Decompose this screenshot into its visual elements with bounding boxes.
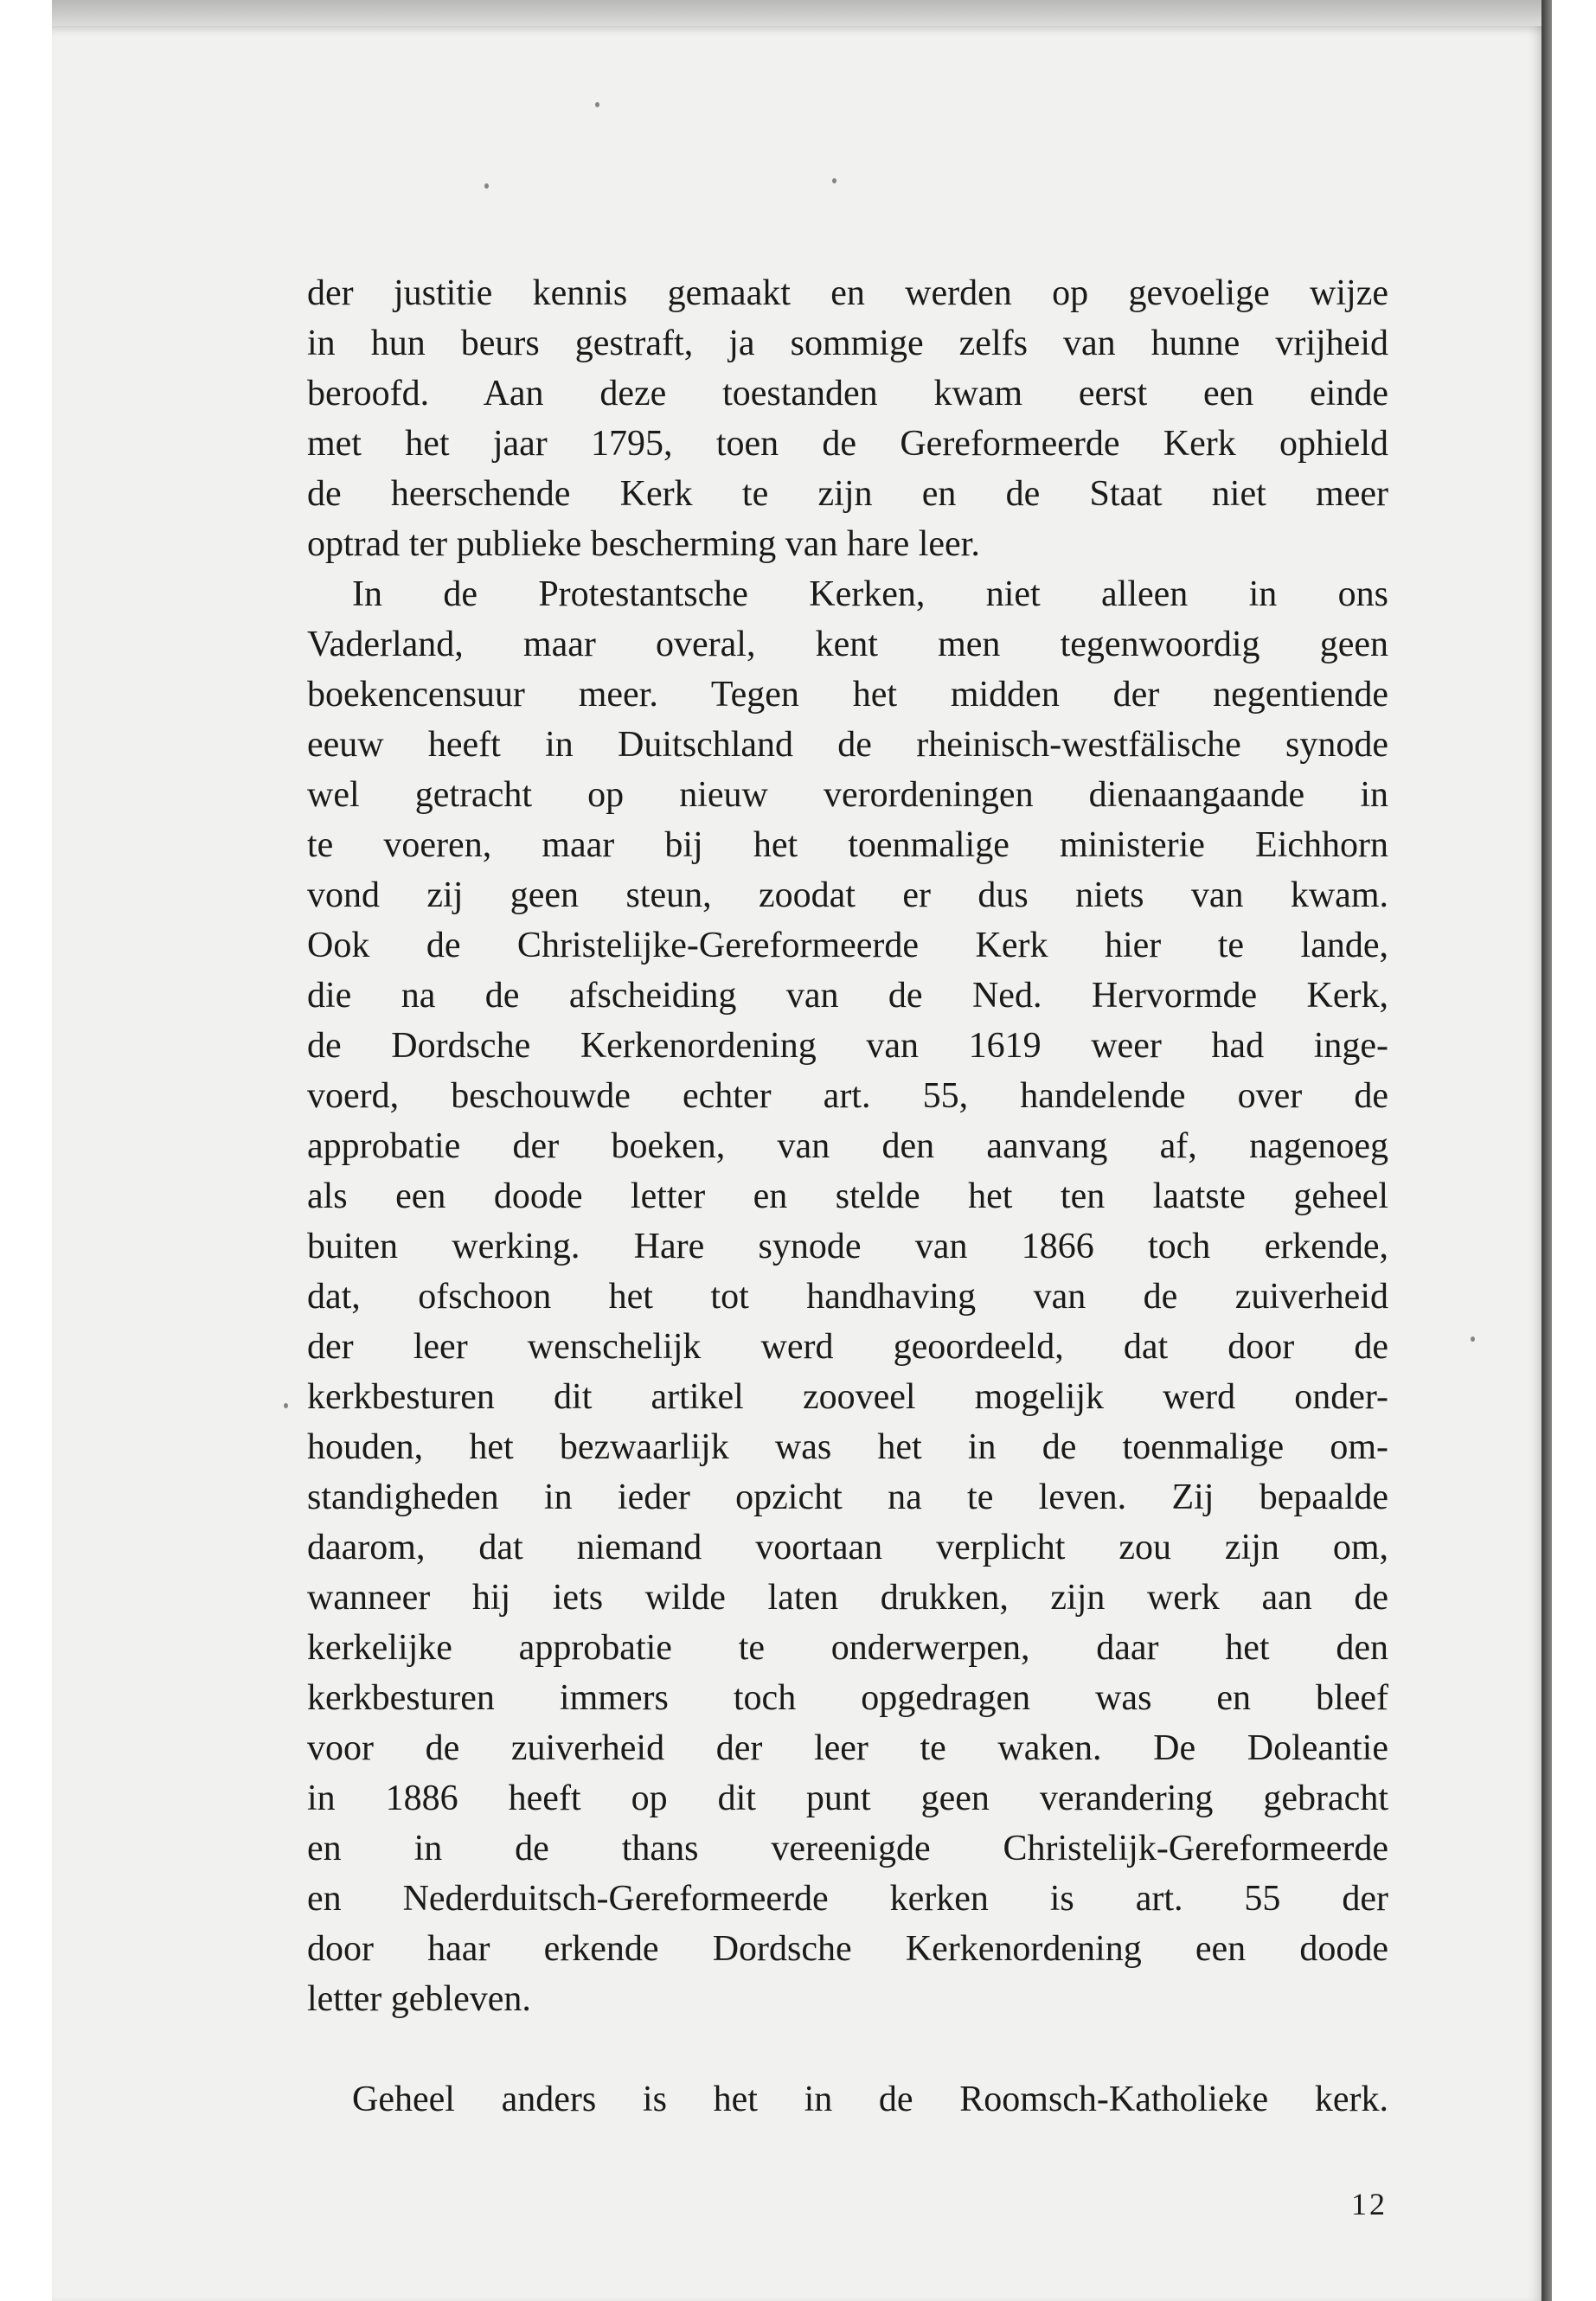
- text-line: in hun beurs gestraft, ja sommige zelfs van hunne vrijheid: [307, 324, 1388, 363]
- text-line: wanneer hij iets wilde laten drukken, zijn werk aan de: [307, 1578, 1388, 1618]
- text-line: als een doode letter en stelde het ten laatste geheel: [307, 1176, 1388, 1216]
- text-line: en in de thans vereenigde Christelijk-Gereformeerde: [307, 1829, 1388, 1868]
- text-line: te voeren, maar bij het toenmalige ministerie Eichhorn: [307, 825, 1388, 865]
- speck: [284, 1403, 288, 1408]
- text-line: wel getracht op nieuw verordeningen dienaangaande in: [307, 775, 1388, 815]
- text-line: kerkbesturen dit artikel zooveel mogelijk werd onder-: [307, 1377, 1388, 1417]
- page-top-edge: [52, 0, 1542, 26]
- speck: [484, 183, 489, 189]
- text-line: die na de afscheiding van de Ned. Hervormde Kerk,: [307, 976, 1388, 1016]
- text-line: dat, ofschoon het tot handhaving van de zuiverheid: [307, 1277, 1388, 1317]
- text-line: der justitie kennis gemaakt en werden op gevoelige wijze: [307, 273, 1388, 313]
- speck: [1471, 1336, 1475, 1342]
- text-line: beroofd. Aan deze toestanden kwam eerst een einde: [307, 374, 1388, 413]
- text-line: eeuw heeft in Duitschland de rheinisch-westfälische synode: [307, 725, 1388, 765]
- text-line: de heerschende Kerk te zijn en de Staat niet meer: [307, 474, 1388, 514]
- page-right-edge: [1542, 0, 1552, 2301]
- body-text: [307, 268, 1388, 2125]
- text-line: kerkbesturen immers toch opgedragen was en bleef: [307, 1678, 1388, 1718]
- text-line: standigheden in ieder opzicht na te leven. Zij bepaalde: [307, 1477, 1388, 1517]
- speck: [595, 102, 599, 107]
- text-line: in 1886 heeft op dit punt geen verandering gebracht: [307, 1779, 1388, 1818]
- text-line: buiten werking. Hare synode van 1866 toch erkende,: [307, 1227, 1388, 1266]
- text-line: der leer wenschelijk werd geoordeeld, dat door de: [307, 1327, 1388, 1367]
- text-line: Geheel anders is het in de Roomsch-Katholieke kerk.: [352, 2080, 1388, 2119]
- text-line: door haar erkende Dordsche Kerkenordening een doode: [307, 1929, 1388, 1969]
- text-line: voerd, beschouwde echter art. 55, handelende over de: [307, 1076, 1388, 1116]
- text-line: daarom, dat niemand voortaan verplicht zou zijn om,: [307, 1528, 1388, 1567]
- text-line: de Dordsche Kerkenordening van 1619 weer had inge-: [307, 1026, 1388, 1066]
- text-line: In de Protestantsche Kerken, niet alleen in ons: [352, 574, 1388, 614]
- text-line: kerkelijke approbatie te onderwerpen, daar het den: [307, 1628, 1388, 1668]
- text-line: voor de zuiverheid der leer te waken. De Doleantie: [307, 1728, 1388, 1768]
- text-line: vond zij geen steun, zoodat er dus niets van kwam.: [307, 875, 1388, 915]
- text-line: letter gebleven.: [307, 1979, 531, 2019]
- text-line: Ook de Christelijke-Gereformeerde Kerk hier te lande,: [307, 926, 1388, 965]
- speck: [832, 178, 836, 183]
- text-line: optrad ter publieke bescherming van hare leer.: [307, 524, 980, 564]
- page-number: 12: [1351, 2187, 1388, 2221]
- text-line: approbatie der boeken, van den aanvang af, nagenoeg: [307, 1126, 1388, 1166]
- text-line: houden, het bezwaarlijk was het in de toenmalige om-: [307, 1427, 1388, 1467]
- text-line: Vaderland, maar overal, kent men tegenwoordig geen: [307, 625, 1388, 664]
- text-line: met het jaar 1795, toen de Gereformeerde Kerk ophield: [307, 424, 1388, 464]
- text-line: en Nederduitsch-Gereformeerde kerken is art. 55 der: [307, 1879, 1388, 1919]
- text-line: boekencensuur meer. Tegen het midden der negentiende: [307, 675, 1388, 715]
